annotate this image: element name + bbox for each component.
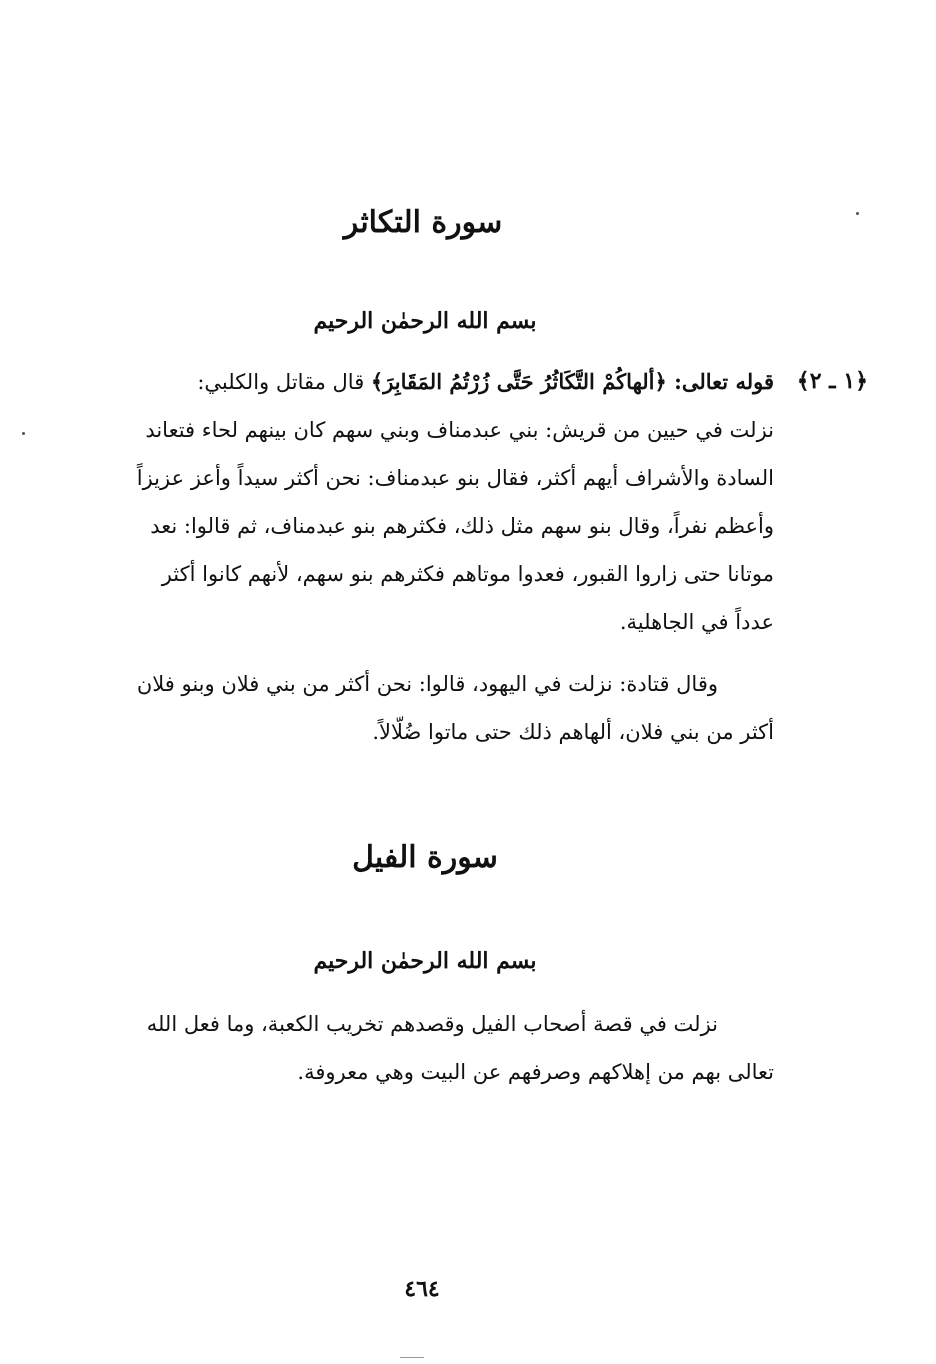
quran-verse: ﴿ألهاكُمْ التَّكَاثُرُ حَتَّى زُرْتُمُ المَقَابِرَ﴾ (370, 369, 667, 394)
basmala: بسم الله الرحمٰن الرحيم (313, 308, 537, 334)
commentary-text: قال مقاتل والكلبي: (197, 370, 371, 394)
commentary-line: أكثر من بني فلان، ألهاهم ذلك حتى ماتوا ضُلّالاً. (372, 720, 774, 744)
basmala: بسم الله الرحمٰن الرحيم (313, 948, 537, 974)
page-number: ٤٦٤ (404, 1276, 440, 1302)
commentary-line (197, 366, 774, 398)
commentary-line: تعالى بهم من إهلاكهم وصرفهم عن البيت وهي معروفة. (297, 1060, 774, 1084)
commentary-line: نزلت في حيين من قريش: بني عبدمناف وبني سهم كان بينهم لحاء فتعاند (145, 418, 774, 442)
scan-speck (22, 432, 25, 435)
commentary-lead: قوله تعالى: (666, 369, 774, 394)
commentary-line: وأعظم نفراً، وقال بنو سهم مثل ذلك، فكثرهم بنو عبدمناف، ثم قالوا: نعد (150, 514, 774, 538)
verse-reference: ﴿١ ـ ٢﴾ (796, 368, 868, 394)
commentary-line: نزلت في قصة أصحاب الفيل وقصدهم تخريب الكعبة، وما فعل الله (146, 1012, 718, 1036)
commentary-line: موتانا حتى زاروا القبور، فعدوا موتاهم فكثرهم بنو سهم، لأنهم كانوا أكثر (161, 562, 774, 586)
commentary-line: وقال قتادة: نزلت في اليهود، قالوا: نحن أكثر من بني فلان وبنو فلان (136, 672, 718, 696)
scan-speck (856, 212, 859, 215)
surah-title: سورة الفيل (352, 840, 498, 875)
surah-title: سورة التكاثر (343, 205, 503, 240)
commentary-line: عدداً في الجاهلية. (619, 610, 774, 634)
commentary-line: السادة والأشراف أيهم أكثر، فقال بنو عبدمناف: نحن أكثر سيداً وأعز عزيزاً (136, 466, 774, 490)
scan-mark (400, 1357, 424, 1358)
